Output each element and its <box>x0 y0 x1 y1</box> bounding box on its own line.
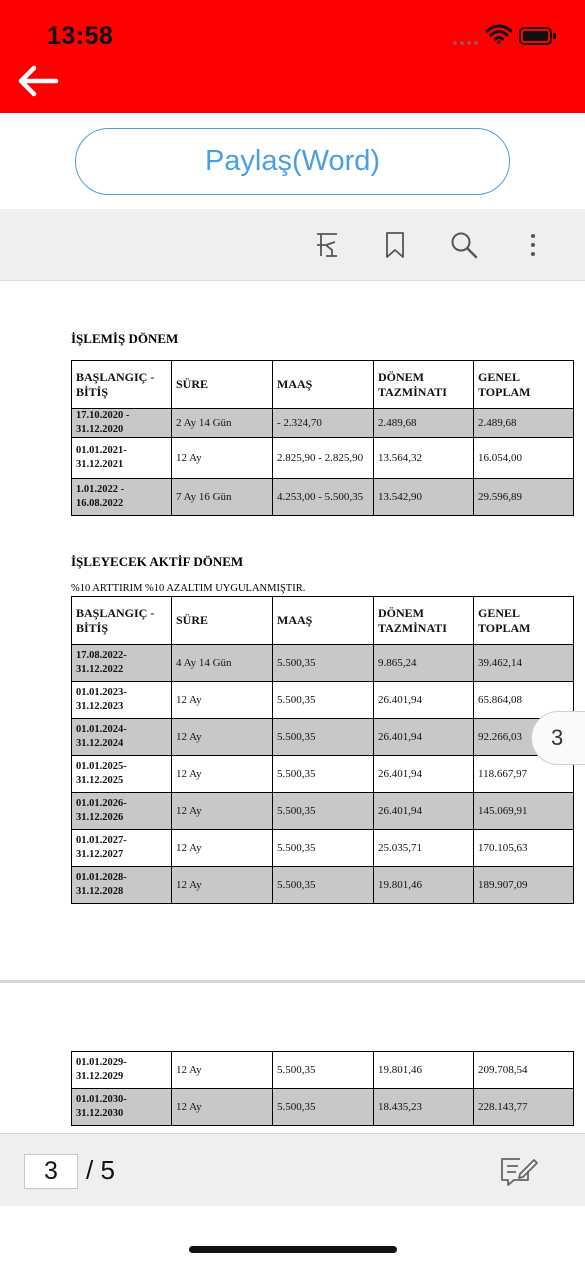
share-area <box>0 113 585 209</box>
status-time: 13:58 <box>47 22 114 50</box>
annotate-button[interactable] <box>498 1153 540 1189</box>
table-cell: 19.801,46 <box>374 867 474 904</box>
table-cell: 7 Ay 16 Gün <box>172 479 273 516</box>
table-cell: 145.069,91 <box>474 793 574 830</box>
table-cell: 4 Ay 14 Gün <box>172 645 273 682</box>
table-cell: 29.596,89 <box>474 479 574 516</box>
table-cell: 5.500,35 <box>273 867 374 904</box>
section-title-worked: İŞLEMİŞ DÖNEM <box>71 331 179 346</box>
table-row <box>72 1089 574 1126</box>
table-row <box>72 479 574 516</box>
table-cell: 01.01.2026- 31.12.2026 <box>72 793 172 830</box>
table-header-cell: MAAŞ <box>273 597 374 645</box>
table-row <box>72 409 574 438</box>
table-row <box>72 867 574 904</box>
table-cell: 01.01.2029- 31.12.2029 <box>72 1052 172 1089</box>
table-cell: 12 Ay <box>172 438 273 479</box>
table-header-cell: SÜRE <box>172 361 273 409</box>
table-cell: 01.01.2025- 31.12.2025 <box>72 756 172 793</box>
table-cell: 9.865,24 <box>374 645 474 682</box>
table-cell: 5.500,35 <box>273 682 374 719</box>
table-worked-period <box>71 360 574 516</box>
table-cell: 01.01.2021- 31.12.2021 <box>72 438 172 479</box>
table-cell: 16.054,00 <box>474 438 574 479</box>
table-header-cell: BAŞLANGIÇ - BİTİŞ <box>72 361 172 409</box>
table-cell: 26.401,94 <box>374 719 474 756</box>
table-continued <box>71 1051 574 1126</box>
back-button[interactable] <box>14 62 64 102</box>
annotate-icon <box>498 1153 540 1189</box>
table-cell: 118.667,97 <box>474 756 574 793</box>
wifi-icon <box>486 24 512 44</box>
table-cell: 5.500,35 <box>273 1052 374 1089</box>
table-header-cell: GENEL TOPLAM <box>474 597 574 645</box>
table-cell: 13.542,90 <box>374 479 474 516</box>
cellular-signal-icon <box>452 36 478 46</box>
app-header <box>0 0 585 113</box>
table-cell: 39.462,14 <box>474 645 574 682</box>
table-cell: 12 Ay <box>172 830 273 867</box>
table-cell: 228.143,77 <box>474 1089 574 1126</box>
table-header-cell: DÖNEM TAZMİNATI <box>374 361 474 409</box>
table-cell: 18.435,23 <box>374 1089 474 1126</box>
table-cell: 5.500,35 <box>273 830 374 867</box>
table-cell: 12 Ay <box>172 719 273 756</box>
table-cell: 5.500,35 <box>273 1089 374 1126</box>
page-total: / 5 <box>86 1155 115 1185</box>
table-cell: 12 Ay <box>172 682 273 719</box>
table-cell: 92.266,03 <box>474 719 574 756</box>
pdf-viewer[interactable] <box>0 281 585 1133</box>
table-cell: 01.01.2027- 31.12.2027 <box>72 830 172 867</box>
page-number-input[interactable]: 3 <box>24 1154 78 1189</box>
table-cell: 5.500,35 <box>273 793 374 830</box>
pdf-page-3 <box>0 281 585 980</box>
table-header-cell: SÜRE <box>172 597 273 645</box>
table-cell: 01.01.2030- 31.12.2030 <box>72 1089 172 1126</box>
table-cell: 19.801,46 <box>374 1052 474 1089</box>
pdf-toolbar <box>0 209 585 281</box>
table-cell: 01.01.2023- 31.12.2023 <box>72 682 172 719</box>
table-cell: 25.035,71 <box>374 830 474 867</box>
table-header-cell: GENEL TOPLAM <box>474 361 574 409</box>
arrow-left-icon <box>14 62 62 100</box>
table-cell: 209.708,54 <box>474 1052 574 1089</box>
text-selection-icon[interactable] <box>312 230 342 260</box>
table-cell: 5.500,35 <box>273 719 374 756</box>
table-active-period <box>71 596 574 904</box>
table-cell: 65.864,08 <box>474 682 574 719</box>
table-cell: 12 Ay <box>172 1089 273 1126</box>
page-number-badge: 3 <box>531 711 585 765</box>
table-cell: 1.01.2022 - 16.08.2022 <box>72 479 172 516</box>
table-cell: 17.08.2022- 31.12.2022 <box>72 645 172 682</box>
pager-bar <box>0 1133 585 1206</box>
table-row <box>72 682 574 719</box>
table-cell: 189.907,09 <box>474 867 574 904</box>
section-note: %10 ARTTIRIM %10 AZALTIM UYGULANMIŞTIR. <box>71 583 306 594</box>
table-cell: 26.401,94 <box>374 682 474 719</box>
table-header-cell: MAAŞ <box>273 361 374 409</box>
table-cell: 12 Ay <box>172 793 273 830</box>
table-cell: 26.401,94 <box>374 756 474 793</box>
table-cell: - 2.324,70 <box>273 409 374 438</box>
table-cell: 12 Ay <box>172 867 273 904</box>
table-cell: 2.825,90 - 2.825,90 <box>273 438 374 479</box>
table-cell: 13.564,32 <box>374 438 474 479</box>
table-row <box>72 438 574 479</box>
table-row <box>72 719 574 756</box>
table-cell: 17.10.2020 - 31.12.2020 <box>72 409 172 438</box>
bookmark-icon[interactable] <box>380 230 410 260</box>
table-header-cell: BAŞLANGIÇ - BİTİŞ <box>72 597 172 645</box>
more-vertical-icon[interactable] <box>518 230 548 260</box>
table-row <box>72 793 574 830</box>
table-row <box>72 645 574 682</box>
table-row <box>72 830 574 867</box>
table-header-cell: DÖNEM TAZMİNATI <box>374 597 474 645</box>
table-cell: 26.401,94 <box>374 793 474 830</box>
table-cell: 2 Ay 14 Gün <box>172 409 273 438</box>
table-cell: 2.489,68 <box>474 409 574 438</box>
share-word-button[interactable]: Paylaş(Word) <box>75 128 510 195</box>
table-cell: 5.500,35 <box>273 645 374 682</box>
table-cell: 2.489,68 <box>374 409 474 438</box>
table-row <box>72 756 574 793</box>
section-title-active: İŞLEYECEK AKTİF DÖNEM <box>71 554 244 569</box>
table-cell: 4.253,00 - 5.500,35 <box>273 479 374 516</box>
table-cell: 12 Ay <box>172 756 273 793</box>
battery-icon <box>519 26 557 46</box>
search-icon[interactable] <box>449 230 479 260</box>
table-cell: 01.01.2028- 31.12.2028 <box>72 867 172 904</box>
table-cell: 5.500,35 <box>273 756 374 793</box>
home-indicator <box>189 1246 397 1253</box>
table-cell: 12 Ay <box>172 1052 273 1089</box>
pdf-page-4 <box>0 983 585 1133</box>
table-cell: 01.01.2024- 31.12.2024 <box>72 719 172 756</box>
table-cell: 170.105,63 <box>474 830 574 867</box>
table-row <box>72 1052 574 1089</box>
